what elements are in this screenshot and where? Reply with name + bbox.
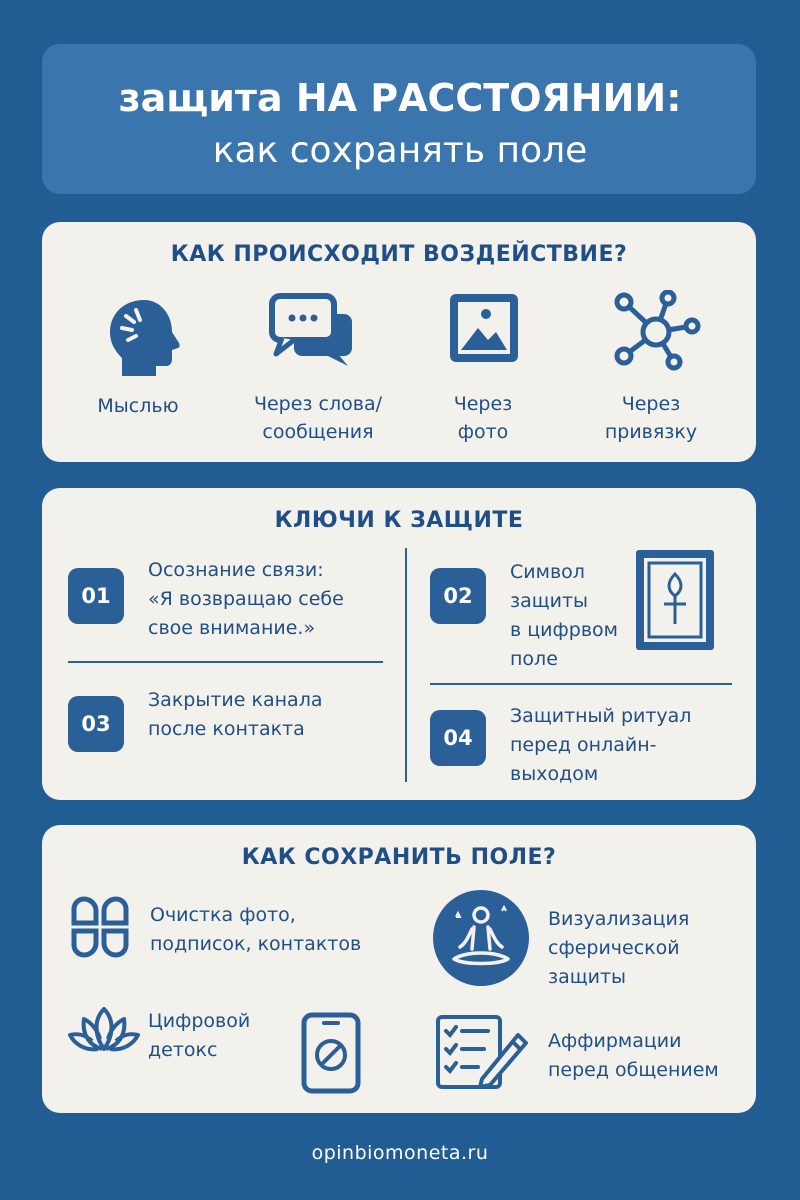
checklist-pen-icon: [434, 1013, 530, 1091]
clean-grid-icon: [68, 895, 132, 959]
protection-symbol-icon: [634, 548, 716, 652]
section-title-save: КАК СОХРАНИТЬ ПОЛЕ?: [241, 845, 557, 870]
phone-blocked-icon: [300, 1011, 362, 1095]
influence-label-thought: Мыслью: [97, 395, 179, 417]
keys-card: [42, 488, 756, 800]
save-label-visualization: Визуализация сферической защиты: [548, 908, 690, 988]
right-divider: [430, 683, 732, 685]
left-divider: [68, 661, 383, 663]
network-nodes-icon: [610, 290, 702, 372]
lotus-icon: [68, 1005, 140, 1055]
save-label-affirmations: Аффирмации перед общением: [548, 1030, 719, 1081]
key-text-04: Защитный ритуал перед онлайн- выходом: [510, 705, 692, 785]
meditation-icon: [432, 889, 530, 987]
key-text-02: Символ защиты в цифрвом поле: [510, 561, 618, 670]
influence-label-binding: Через привязку: [604, 393, 698, 443]
save-field-card: [42, 825, 756, 1113]
influence-label-photo: Через фото: [453, 393, 513, 443]
key-text-03: Закрытие канала после контакта: [148, 689, 323, 740]
key-number-03: 03: [68, 696, 124, 752]
vertical-divider: [405, 548, 407, 782]
page-subtitle: как сохранять поле: [212, 130, 588, 171]
head-thought-icon: [100, 292, 190, 382]
photo-frame-icon: [446, 290, 522, 366]
key-text-01: Осознание связи: «Я возвращаю себе свое внимание.»: [148, 559, 344, 639]
key-number-02: 02: [430, 568, 486, 624]
key-number-04: 04: [430, 710, 486, 766]
influence-card: [42, 222, 756, 462]
chat-bubbles-icon: [268, 292, 358, 372]
page-title: защита НА РАССТОЯНИИ:: [118, 76, 682, 120]
influence-label-messages: Через слова/ сообщения: [253, 393, 383, 443]
save-label-clean: Очистка фото, подписок, контактов: [150, 904, 362, 955]
save-label-detox: Цифровой детокс: [148, 1010, 251, 1061]
key-number-01: 01: [68, 568, 124, 624]
section-title-influence: КАК ПРОИСХОДИТ ВОЗДЕЙСТВИЕ?: [170, 242, 628, 267]
footer-site: opinbiomoneta.ru: [311, 1142, 489, 1164]
section-title-keys: КЛЮЧИ К ЗАЩИТЕ: [274, 508, 524, 533]
